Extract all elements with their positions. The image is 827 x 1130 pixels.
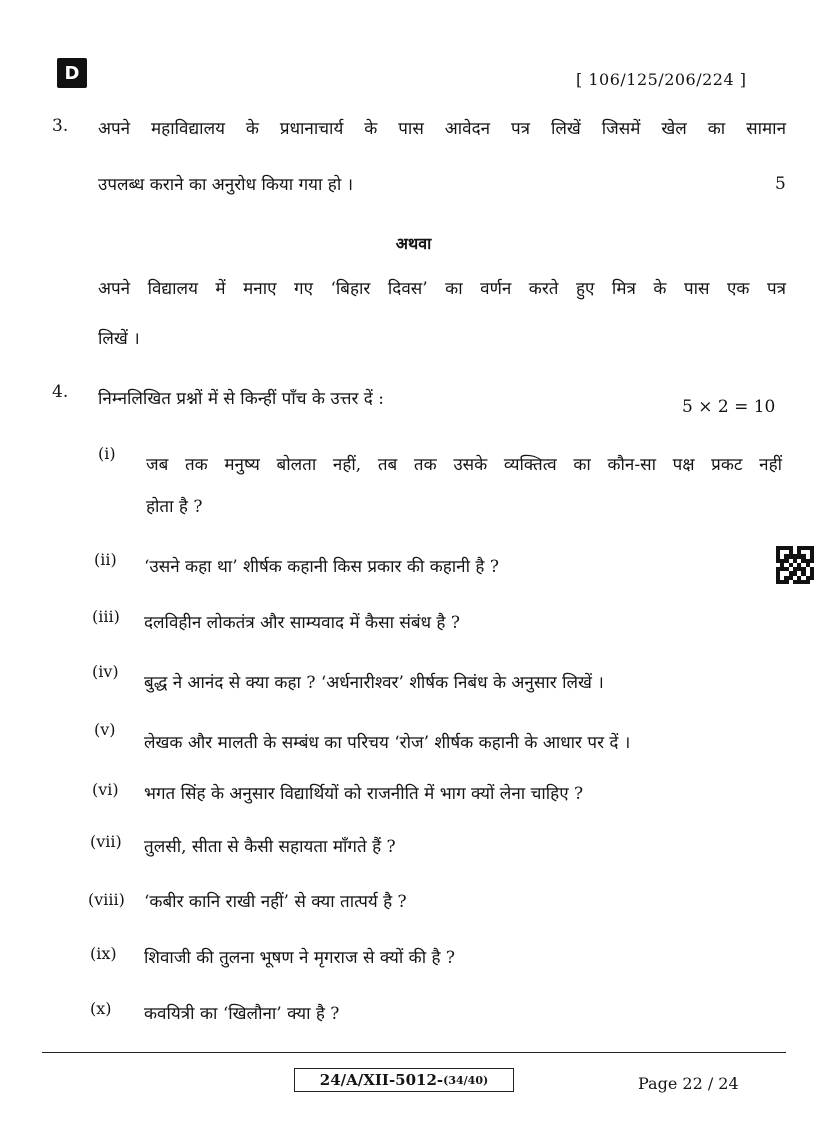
item-text: शिवाजी की तुलना भूषण ने मृगराज से क्यों की है ? (144, 948, 456, 968)
q4-marks: 5 × 2 = 10 (682, 397, 776, 417)
paper-code: [ 106/125/206/224 ] (576, 70, 747, 89)
item-label: (vi) (92, 780, 119, 799)
exam-code-suffix: (34/40) (443, 1073, 489, 1087)
item-text: तुलसी, सीता से कैसी सहायता माँगते हैं ? (144, 837, 396, 857)
page-number: Page 22 / 24 (638, 1074, 739, 1093)
item-text: दलविहीन लोकतंत्र और साम्यवाद में कैसा संबंध है ? (144, 613, 460, 633)
item-label: (ii) (94, 550, 117, 569)
or-label: अथवा (395, 234, 432, 253)
footer-divider (42, 1052, 786, 1053)
item-label: (x) (90, 999, 112, 1018)
question-number-4: 4. (52, 382, 69, 402)
item-text: बुद्ध ने आनंद से क्या कहा ? ‘अर्धनारीश्वर’ शीर्षक निबंध के अनुसार लिखें । (144, 673, 604, 693)
item-text: लेखक और मालती के सम्बंध का परिचय ‘रोज’ शीर्षक कहानी के आधार पर दें । (144, 733, 631, 753)
item-text: भगत सिंह के अनुसार विद्यार्थियों को राजनीति में भाग क्यों लेना चाहिए ? (144, 784, 584, 804)
q3-alt-line-1: अपने विद्यालय में मनाए गए ‘बिहार दिवस’ का वर्णन करते हुए मित्र के पास एक पत्र (98, 279, 786, 299)
item-label: (ix) (90, 944, 117, 963)
item-text: ‘उसने कहा था’ शीर्षक कहानी किस प्रकार की कहानी है ? (144, 557, 499, 577)
q3-alt-line-2: लिखें । (98, 329, 140, 349)
qr-code-icon (776, 546, 814, 584)
exam-code-text: 24/A/XII-5012- (319, 1071, 444, 1089)
item-label: (viii) (88, 890, 125, 909)
item-text: ‘कबीर कानि राखी नहीं’ से क्या तात्पर्य है ? (144, 892, 407, 912)
exam-code (294, 1068, 514, 1092)
q3-marks: 5 (775, 174, 786, 194)
item-text: जब तक मनुष्य बोलता नहीं, तब तक उसके व्यक्तित्व का कौन-सा पक्ष प्रकट नहीं (146, 455, 782, 475)
q4-instruction: निम्नलिखित प्रश्नों में से किन्हीं पाँच के उत्तर दें : (98, 389, 384, 409)
section-badge: D (57, 58, 87, 88)
item-label: (iv) (92, 662, 119, 681)
item-label: (iii) (92, 607, 120, 626)
question-number-3: 3. (52, 116, 69, 136)
item-text: कवयित्री का ‘खिलौना’ क्या है ? (144, 1004, 340, 1024)
item-label: (i) (98, 444, 116, 463)
item-label: (v) (94, 720, 116, 739)
item-text-continued: होता है ? (146, 497, 203, 517)
item-label: (vii) (90, 832, 122, 851)
q3-line-1: अपने महाविद्यालय के प्रधानाचार्य के पास आवेदन पत्र लिखें जिसमें खेल का सामान (98, 119, 786, 139)
q3-line-2: उपलब्ध कराने का अनुरोध किया गया हो । (98, 175, 354, 195)
